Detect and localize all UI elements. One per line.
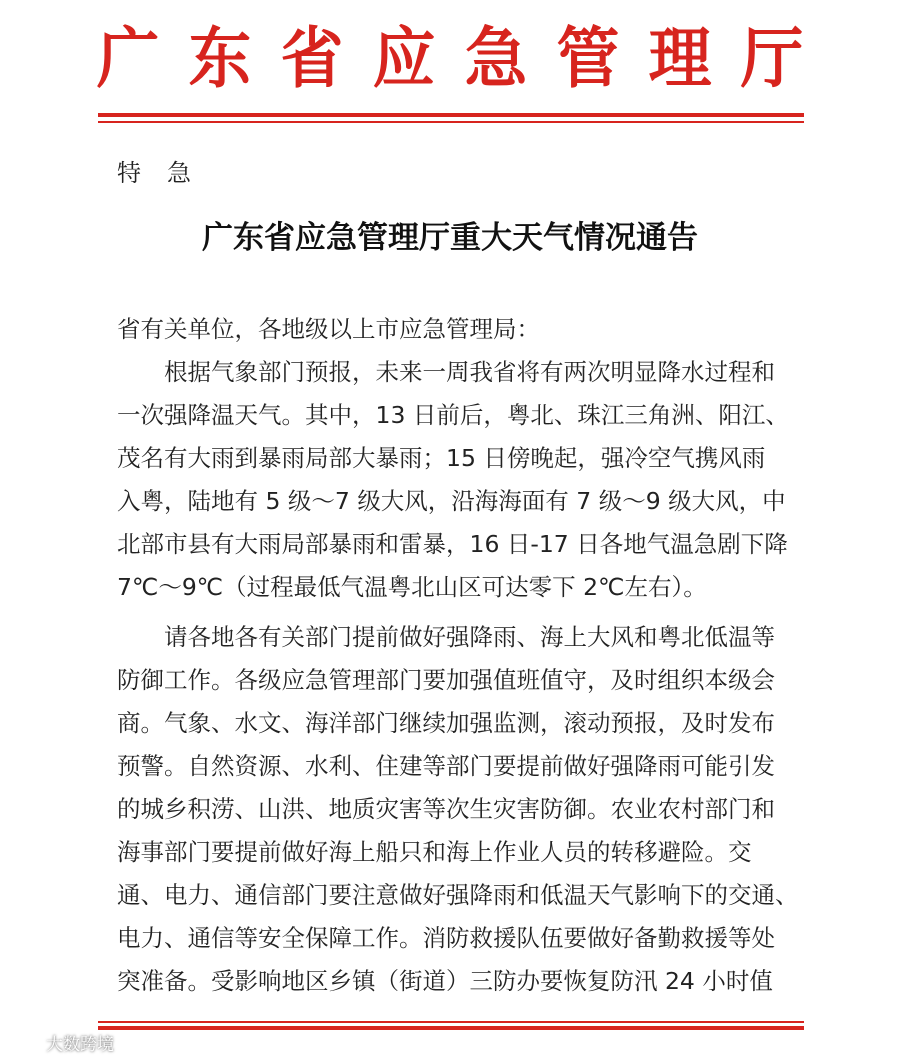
body-line: 的城乡积涝、山洪、地质灾害等次生灾害防御。农业农村部门和 — [117, 795, 775, 823]
masthead-char: 厅 — [740, 19, 804, 97]
body-line: 一次强降温天气。其中，13 日前后，粤北、珠江三角洲、阳江、 — [117, 401, 789, 429]
body-line: 北部市县有大雨局部暴雨和雷暴，16 日-17 日各地气温急剧下降 — [117, 530, 788, 558]
masthead-char: 广 — [96, 19, 160, 97]
watermark — [6, 1030, 114, 1054]
masthead-divider-thick — [98, 113, 804, 117]
masthead-divider-thin — [98, 121, 804, 123]
body-line: 通、电力、通信部门要注意做好强降雨和低温天气影响下的交通、 — [117, 881, 799, 909]
body-line: 突准备。受影响地区乡镇（街道）三防办要恢复防汛 24 小时值 — [117, 967, 773, 995]
urgency-label: 特急 — [117, 159, 217, 187]
document-title: 广东省应急管理厅重大天气情况通告 — [202, 220, 698, 256]
watermark-text: 大数跨境 — [46, 1034, 114, 1055]
masthead-char: 理 — [648, 19, 712, 97]
footer-divider-thin — [98, 1021, 804, 1023]
body-line: 7℃～9℃（过程最低气温粤北山区可达零下 2℃左右）。 — [117, 573, 707, 601]
body-line: 预警。自然资源、水利、住建等部门要提前做好强降雨可能引发 — [117, 752, 775, 780]
body-line: 海事部门要提前做好海上船只和海上作业人员的转移避险。交 — [117, 838, 752, 866]
body-line: 茂名有大雨到暴雨局部大暴雨；15 日傍晚起，强冷空气携风雨 — [117, 444, 766, 472]
body-line: 防御工作。各级应急管理部门要加强值班值守，及时组织本级会 — [117, 666, 775, 694]
masthead-char: 应 — [372, 19, 436, 97]
body-line: 省有关单位，各地级以上市应急管理局： — [117, 315, 540, 343]
body-line: 商。气象、水文、海洋部门继续加强监测，滚动预报，及时发布 — [117, 709, 775, 737]
body-line: 电力、通信等安全保障工作。消防救援队伍要做好备勤救援等处 — [117, 924, 775, 952]
masthead-char: 东 — [188, 19, 252, 97]
masthead-char: 急 — [464, 19, 528, 97]
body-line: 入粤，陆地有 5 级～7 级大风，沿海海面有 7 级～9 级大风，中 — [117, 487, 786, 515]
masthead-char: 管 — [556, 19, 620, 97]
body-line: 根据气象部门预报，未来一周我省将有两次明显降水过程和 — [164, 358, 775, 386]
watermark-logo-icon — [6, 1032, 40, 1052]
masthead-title — [95, 18, 805, 98]
footer-divider-thick — [98, 1026, 804, 1030]
masthead-char: 省 — [280, 19, 344, 97]
body-line: 请各地各有关部门提前做好强降雨、海上大风和粤北低温等 — [164, 623, 775, 651]
